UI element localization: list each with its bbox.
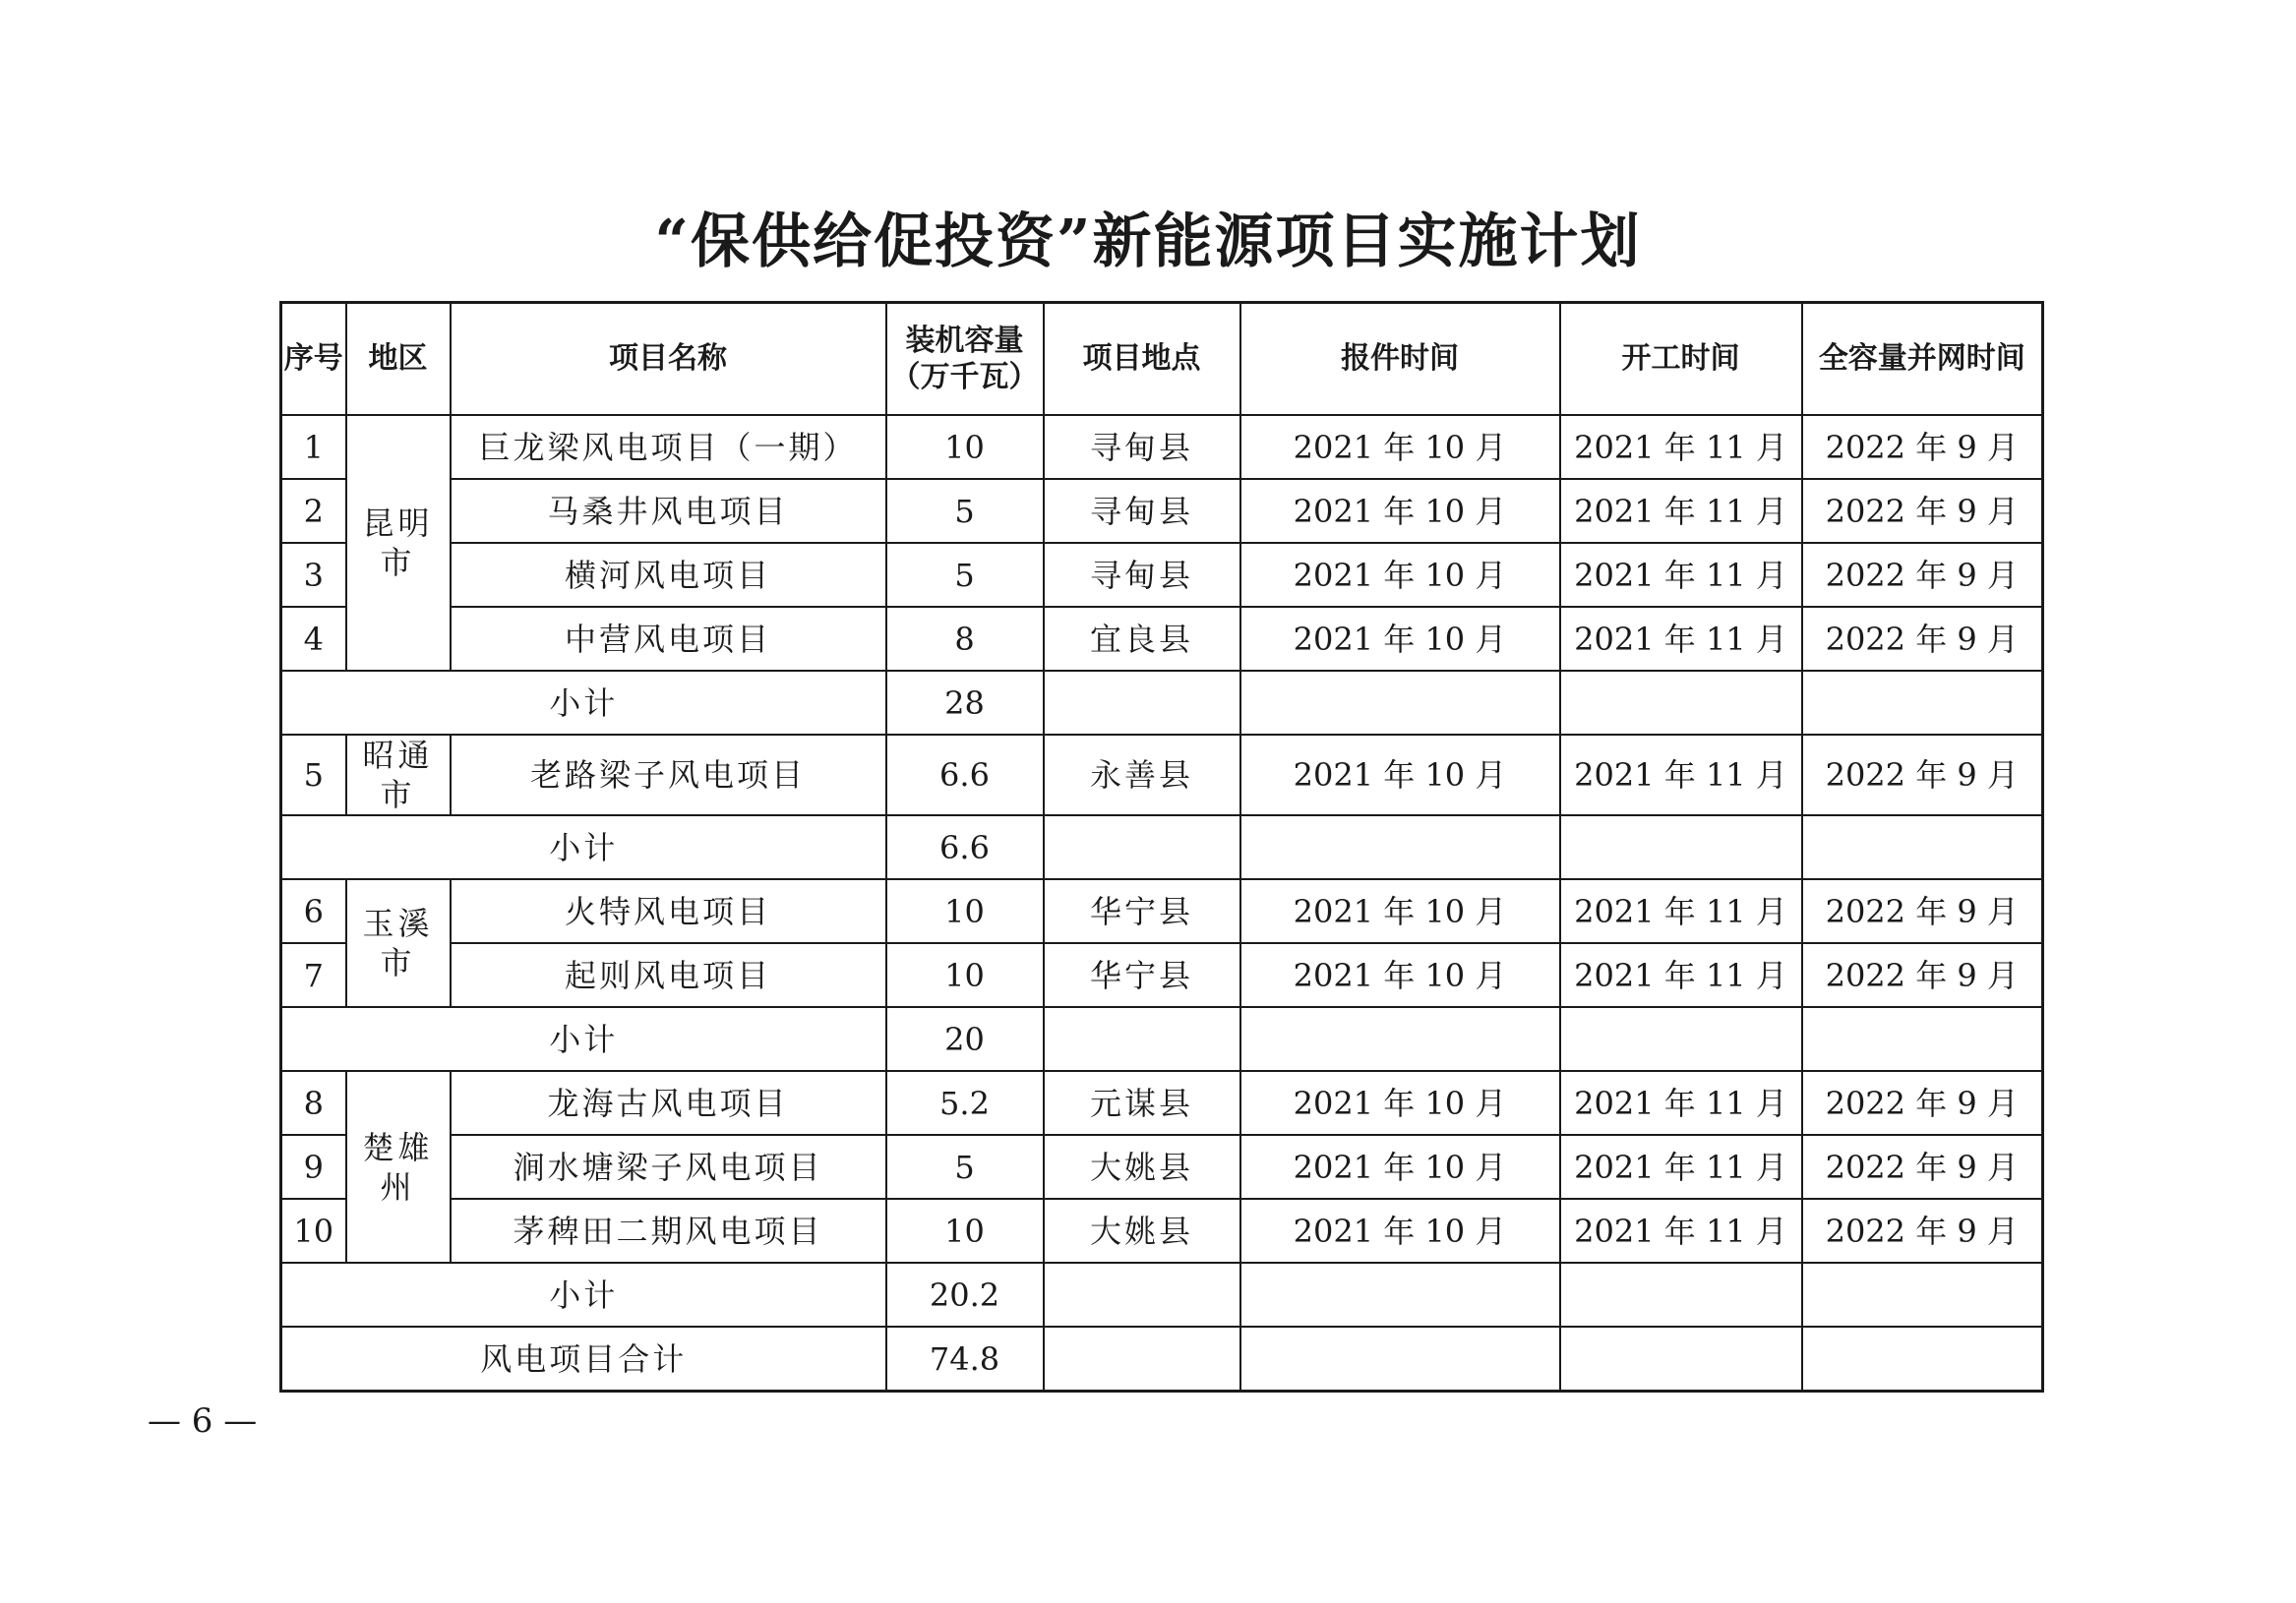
subtotal-value: 20.2 (886, 1263, 1044, 1327)
table-row (281, 1071, 2043, 1135)
header-region: 地区 (346, 303, 451, 416)
table-row (281, 543, 2043, 607)
start-time-cell: 2021 年 11 月 (1560, 415, 1802, 479)
report-time-cell: 2021 年 10 月 (1240, 1135, 1560, 1199)
report-time-cell: 2021 年 10 月 (1240, 943, 1560, 1007)
project-name-cell: 涧水塘梁子风电项目 (451, 1135, 886, 1199)
location-cell: 寻甸县 (1044, 479, 1240, 543)
report-time-cell: 2021 年 10 月 (1240, 415, 1560, 479)
location-cell: 永善县 (1044, 735, 1240, 815)
grid-time-cell: 2022 年 9 月 (1802, 879, 2043, 943)
report-time-cell: 2021 年 10 月 (1240, 543, 1560, 607)
location-cell: 宜良县 (1044, 607, 1240, 671)
subtotal-row (281, 815, 2043, 879)
start-time-cell: 2021 年 11 月 (1560, 1071, 1802, 1135)
table-row (281, 1199, 2043, 1263)
subtotal-row (281, 671, 2043, 735)
empty-cell (1240, 671, 1560, 735)
page-title: “保供给促投资”新能源项目实施计划 (654, 208, 1642, 276)
subtotal-value: 20 (886, 1007, 1044, 1071)
grid-time-cell: 2022 年 9 月 (1802, 735, 2043, 815)
capacity-cell: 10 (886, 943, 1044, 1007)
location-cell: 寻甸县 (1044, 543, 1240, 607)
empty-cell (1044, 1263, 1240, 1327)
table-row (281, 879, 2043, 943)
header-capacity: 装机容量（万千瓦） (886, 303, 1044, 416)
report-time-cell: 2021 年 10 月 (1240, 735, 1560, 815)
empty-cell (1560, 1327, 1802, 1392)
project-name-cell: 火特风电项目 (451, 879, 886, 943)
empty-cell (1802, 1263, 2043, 1327)
total-label: 风电项目合计 (281, 1327, 886, 1392)
location-cell: 大姚县 (1044, 1135, 1240, 1199)
subtotal-row (281, 1007, 2043, 1071)
table-body (281, 415, 2043, 1392)
header-row (281, 303, 2043, 416)
seq-cell: 2 (281, 479, 346, 543)
grid-time-cell: 2022 年 9 月 (1802, 1199, 2043, 1263)
table-row (281, 1135, 2043, 1199)
table-row (281, 607, 2043, 671)
grid-time-cell: 2022 年 9 月 (1802, 943, 2043, 1007)
project-name-cell: 老路梁子风电项目 (451, 735, 886, 815)
region-cell: 玉溪市 (346, 879, 451, 1007)
header-grid-time: 全容量并网时间 (1802, 303, 2043, 416)
start-time-cell: 2021 年 11 月 (1560, 479, 1802, 543)
empty-cell (1240, 1263, 1560, 1327)
location-cell: 元谋县 (1044, 1071, 1240, 1135)
report-time-cell: 2021 年 10 月 (1240, 879, 1560, 943)
project-name-cell: 茅稗田二期风电项目 (451, 1199, 886, 1263)
subtotal-label: 小计 (281, 815, 886, 879)
report-time-cell: 2021 年 10 月 (1240, 479, 1560, 543)
seq-cell: 3 (281, 543, 346, 607)
table-row (281, 943, 2043, 1007)
project-plan-table (279, 301, 2044, 1393)
empty-cell (1802, 1007, 2043, 1071)
empty-cell (1044, 1007, 1240, 1071)
seq-cell: 10 (281, 1199, 346, 1263)
start-time-cell: 2021 年 11 月 (1560, 879, 1802, 943)
grid-time-cell: 2022 年 9 月 (1802, 607, 2043, 671)
empty-cell (1560, 1263, 1802, 1327)
capacity-cell: 8 (886, 607, 1044, 671)
seq-cell: 6 (281, 879, 346, 943)
header-location: 项目地点 (1044, 303, 1240, 416)
project-name-cell: 起则风电项目 (451, 943, 886, 1007)
subtotal-row (281, 1263, 2043, 1327)
report-time-cell: 2021 年 10 月 (1240, 607, 1560, 671)
start-time-cell: 2021 年 11 月 (1560, 543, 1802, 607)
location-cell: 华宁县 (1044, 943, 1240, 1007)
capacity-cell: 6.6 (886, 735, 1044, 815)
project-name-cell: 中营风电项目 (451, 607, 886, 671)
empty-cell (1240, 815, 1560, 879)
capacity-cell: 10 (886, 1199, 1044, 1263)
page-number: — 6 — (148, 1401, 258, 1441)
empty-cell (1044, 1327, 1240, 1392)
grid-time-cell: 2022 年 9 月 (1802, 1071, 2043, 1135)
seq-cell: 1 (281, 415, 346, 479)
location-cell: 华宁县 (1044, 879, 1240, 943)
start-time-cell: 2021 年 11 月 (1560, 1199, 1802, 1263)
empty-cell (1560, 1007, 1802, 1071)
empty-cell (1044, 671, 1240, 735)
report-time-cell: 2021 年 10 月 (1240, 1199, 1560, 1263)
table-row (281, 735, 2043, 815)
header-start-time: 开工时间 (1560, 303, 1802, 416)
grid-time-cell: 2022 年 9 月 (1802, 1135, 2043, 1199)
subtotal-label: 小计 (281, 1263, 886, 1327)
region-cell: 昭通市 (346, 735, 451, 815)
location-cell: 大姚县 (1044, 1199, 1240, 1263)
location-cell: 寻甸县 (1044, 415, 1240, 479)
capacity-cell: 5 (886, 543, 1044, 607)
start-time-cell: 2021 年 11 月 (1560, 735, 1802, 815)
project-name-cell: 马桑井风电项目 (451, 479, 886, 543)
header-report-time: 报件时间 (1240, 303, 1560, 416)
start-time-cell: 2021 年 11 月 (1560, 607, 1802, 671)
seq-cell: 5 (281, 735, 346, 815)
table-row (281, 415, 2043, 479)
seq-cell: 9 (281, 1135, 346, 1199)
empty-cell (1240, 1327, 1560, 1392)
subtotal-label: 小计 (281, 1007, 886, 1071)
empty-cell (1560, 671, 1802, 735)
subtotal-value: 6.6 (886, 815, 1044, 879)
seq-cell: 4 (281, 607, 346, 671)
header-name: 项目名称 (451, 303, 886, 416)
capacity-cell: 10 (886, 879, 1044, 943)
header-seq: 序号 (281, 303, 346, 416)
capacity-cell: 5.2 (886, 1071, 1044, 1135)
empty-cell (1560, 815, 1802, 879)
total-value: 74.8 (886, 1327, 1044, 1392)
start-time-cell: 2021 年 11 月 (1560, 1135, 1802, 1199)
grid-time-cell: 2022 年 9 月 (1802, 415, 2043, 479)
table-row (281, 479, 2043, 543)
empty-cell (1802, 671, 2043, 735)
subtotal-value: 28 (886, 671, 1044, 735)
capacity-cell: 5 (886, 1135, 1044, 1199)
region-cell: 昆明市 (346, 415, 451, 671)
empty-cell (1044, 815, 1240, 879)
start-time-cell: 2021 年 11 月 (1560, 943, 1802, 1007)
project-name-cell: 横河风电项目 (451, 543, 886, 607)
total-row (281, 1327, 2043, 1392)
project-name-cell: 龙海古风电项目 (451, 1071, 886, 1135)
empty-cell (1802, 1327, 2043, 1392)
empty-cell (1802, 815, 2043, 879)
seq-cell: 8 (281, 1071, 346, 1135)
report-time-cell: 2021 年 10 月 (1240, 1071, 1560, 1135)
region-cell: 楚雄州 (346, 1071, 451, 1263)
grid-time-cell: 2022 年 9 月 (1802, 479, 2043, 543)
project-name-cell: 巨龙梁风电项目（一期） (451, 415, 886, 479)
capacity-cell: 5 (886, 479, 1044, 543)
capacity-cell: 10 (886, 415, 1044, 479)
subtotal-label: 小计 (281, 671, 886, 735)
seq-cell: 7 (281, 943, 346, 1007)
grid-time-cell: 2022 年 9 月 (1802, 543, 2043, 607)
empty-cell (1240, 1007, 1560, 1071)
